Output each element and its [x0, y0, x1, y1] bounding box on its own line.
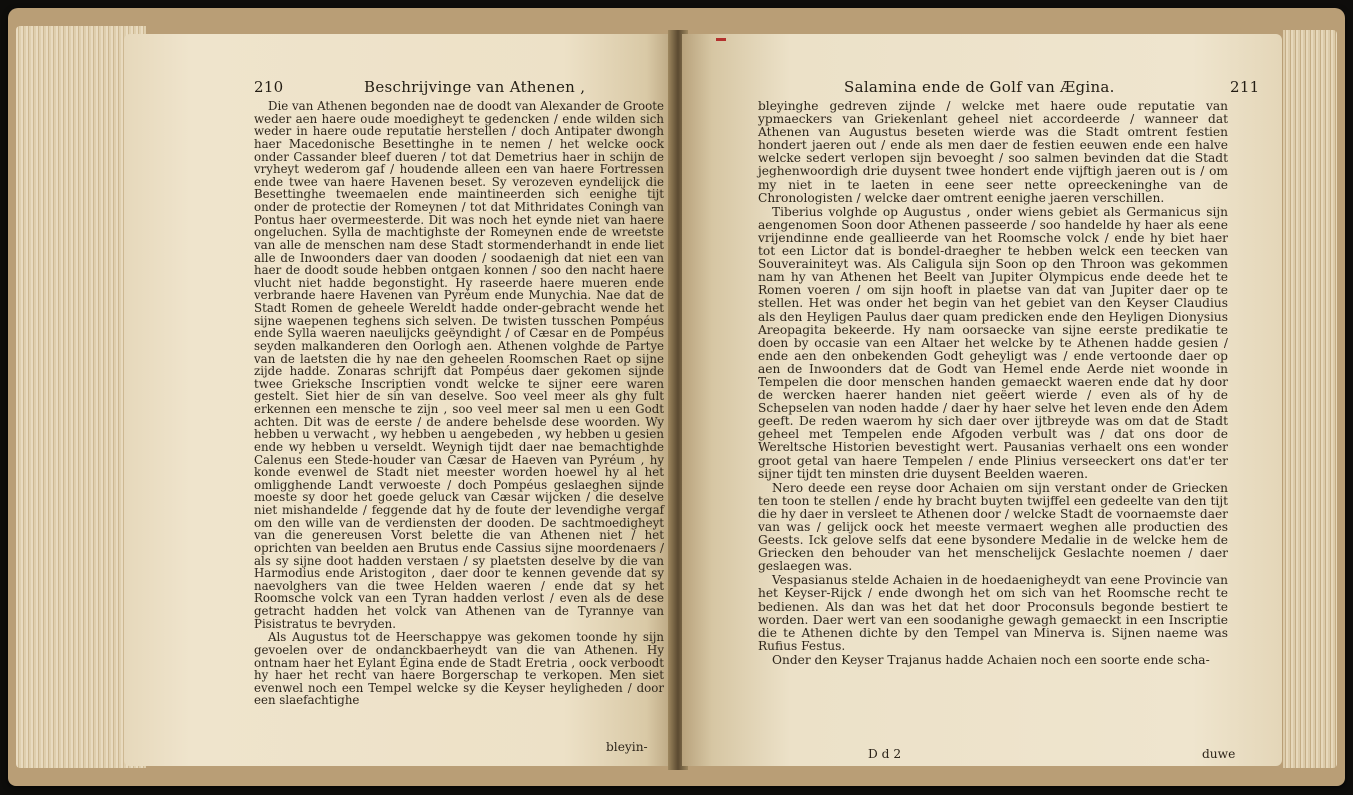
right-page-number: 211 — [1230, 78, 1260, 96]
signature-mark: D d 2 — [868, 747, 902, 761]
right-body-text — [758, 100, 1228, 668]
left-catchword: bleyin- — [606, 740, 648, 754]
right-running-title: Salamina ende de Golf van Ægina. — [844, 78, 1115, 96]
right-catchword: duwe — [1202, 747, 1236, 761]
right-paragraph: Vespasianus stelde Achaien in de hoedaenigheydt van eene Provincie van het Keyser-Rijck / ende dwongh het om sich van het Roomsche recht te bedienen. Als dan was het dat het door Proconsuls begonde bestiert te worden. Daer wert van een soodanighe gewagh gemaeckt in een Inscriptie die te Athenen dichte by den Tempel van Minerva is. Sijnen naeme was Rufius Festus. — [758, 573, 1228, 653]
red-thread-mark — [716, 38, 726, 41]
left-body-text — [254, 100, 664, 708]
left-page-number: 210 — [254, 78, 284, 96]
left-page — [124, 34, 674, 766]
right-page — [682, 34, 1282, 766]
left-running-title: Beschrijvinge van Athenen , — [364, 78, 586, 96]
left-paragraph: Die van Athenen begonden nae de doodt van Alexander de Groote weder aen haere oude moedigheyt te gedencken / ende wilden sich weder in haere oude reputatie herstellen / doch Antipater dwongh haer Macedonische Besettinghe in te nemen / het welcke oock onder Cassander bleef dueren / tot dat Demetrius haer in schijn de vryheyt wederom gaf / houdende alleen een van haere Fortressen ende twee van haere Havenen beset. Sy verozeven eyndelijck die Besettinghe tweemaelen ende maintineerden sich eenighe tijt onder de protectie der Romeynen / tot dat Mithridates Coningh van Pontus haer overmeesterde. Dit was noch het eynde niet van haere ongeluchen. Sylla de machtighste der Romeynen ende de wreetste van alle de menschen nam dese Stadt stormenderhandt in ende liet alle de Inwoonders daer van dooden / soodaenigh dat niet een van haer de doodt soude hebben ontgaen konnen / soo den nacht haere vlucht niet hadde begonstight. Hy raseerde haere mueren ende verbrande haere Havenen van Pyréum ende Munychia. Nae dat de Stadt Romen de geheele Wereldt hadde onder-gebracht wende het sijne waepenen teghens sich selven. De twisten tusschen Pompéus ende Sylla waeren naeulijcks geëyndight / of Cæsar en de Pompéus seyden malkanderen den Oorlogh aen. Athenen volghde de Partye van de laetsten die hy nae den geheelen Roomschen Raet op sijne zijde hadde. Zonaras schrijft dat Pompéus daer gekomen sijnde twee Grieksche Inscriptien vondt welcke te sijner eere waren gestelt. Siet hier de sin van deselve. Soo veel meer als ghy fult erkennen een mensche te zijn , soo veel meer sal men u een Godt achten. Dit was de eerste / de andere behelsde dese woorden. Wy hebben u verwacht , wy hebben u aengebeden , wy hebben u gesien ende wy hebben u verseldt. Weynigh tijdt daer nae bemachtighde Calenus een Stede-houder van Cæsar de Haeven van Pyréum , hy konde evenwel de Stadt niet meester worden hoewel hy al het omligghende Landt verwoeste / doch Pompéus geslaeghen sijnde moeste sy door het goede geluck van Cæsar wijcken / die deselve niet mishandelde / feggende dat hy de foute der levendighe vergaf om den wille van de verdiensten der dooden. De sachtmoedigheyt van die genereusen Vorst belette die van Athenen niet / het oprichten van beelden aen Brutus ende Cassius sijne moordenaers / als sy sijne doot hadden verstaen / sy plaetsten deselve by die van Harmodius ende Aristogiton , daer door te kennen gevende dat sy naevolghers van die twee Helden waeren / ende dat sy het Roomsche volck van een Tyran hadden verlost / even als de dese getracht hadden het volck van Athenen van de Tyrannye van Pisistratus te bevryden. — [254, 99, 664, 631]
right-paragraph: Onder den Keyser Trajanus hadde Achaien noch een soorte ende scha- — [772, 652, 1210, 667]
right-paragraph: bleyinghe gedreven zijnde / welcke met haere oude reputatie van ypmaeckers van Griekenlant geheel niet accordeerde / wanneer dat Athenen van Augustus beseten wierde was die Stadt omtrent festien hondert jaeren out / ende als men daer de festien eeuwen ende een halve welcke sedert verlopen sijn bevoeght / soo salmen bevinden dat die Stadt jeghenwoordigh drie duysent twee hondert ende vijftigh jaeren out is / om my niet in te laeten in eene seer nette opreeckeninghe van de Chronologisten / welcke daer omtrent eenighe jaeren verschillen. — [758, 99, 1228, 205]
right-paragraph: Nero deede een reyse door Achaien om sijn verstant onder de Griecken ten toon te stellen / ende hy bracht buyten twijffel een gedeelte van den tijt die hy daer in versleet te Athenen door / welcke Stadt de voornaemste daer van was / gelijck oock het meeste vermaert weghen alle productien des Geests. Ick gelove selfs dat eene bysondere Medalie in de welcke hem de Griecken den behouder van het menschelijck Geslachte noemen / daer geslaegen was. — [758, 480, 1228, 574]
left-paragraph: Als Augustus tot de Heerschappye was gekomen toonde hy sijn gevoelen over de ondanckbaerheydt van die van Athenen. Hy ontnam haer het Eylant Égina ende de Stadt Eretria , oock verboodt hy haer het recht van haere Borgerschap te verkopen. Men siet evenwel noch een Tempel welcke sy die Keyser heyligheden / door een slaefachtighe — [254, 630, 664, 708]
right-page-edges — [1283, 30, 1337, 768]
right-paragraph: Tiberius volghde op Augustus , onder wiens gebiet als Germanicus sijn aengenomen Soon door Athenen passeerde / soo handelde hy haer als eene vrijendinne ende geallieerde van het Roomsche volck / ende hy biet haer tot een Lictor dat is bondel-draegher te hebben welck een teecken van Souverainiteyt was. Als Caligula sijn Soon op den Throon was gekommen nam hy van Athenen het Beelt van Jupiter Olympicus ende deede het te Romen voeren / om sijn hooft in plaetse van dat van Jupiter daer op te stellen. Het was onder het begin van het gebiet van den Keyser Claudius als den Heyligen Paulus daer quam predicken ende den Heyligen Dionysius Areopagita bekeerde. Hy nam oorsaecke van sijne eerste predikatie te doen by occasie van een Altaer het welcke by te Athenen hadde gesien / ende aen den onbekenden Godt geheyligt was / ende vertoonde daer op aen de Inwoonders dat de Godt van Hemel ende Aerde niet woonde in Tempelen die door menschen handen gemaeckt waeren ende dat hy door de wercken haerer handen niet geëert wierde / even als of hy de Schepselen van noden hadde / daer hy haer selve het leven ende den Adem geeft. De reden waerom hy sich daer over ijtbreyde was om dat de Stadt geheel met Tempelen ende Afgoden verbult was / dat ons door de Wereltsche Historien bevestight wert. Pausanias verhaelt ons een wonder groot getal van haere Tempelen / ende Plinius verseeckert ons dat'er ter sijner tijdt ten minsten drie duysent Beelden waeren. — [758, 204, 1228, 481]
